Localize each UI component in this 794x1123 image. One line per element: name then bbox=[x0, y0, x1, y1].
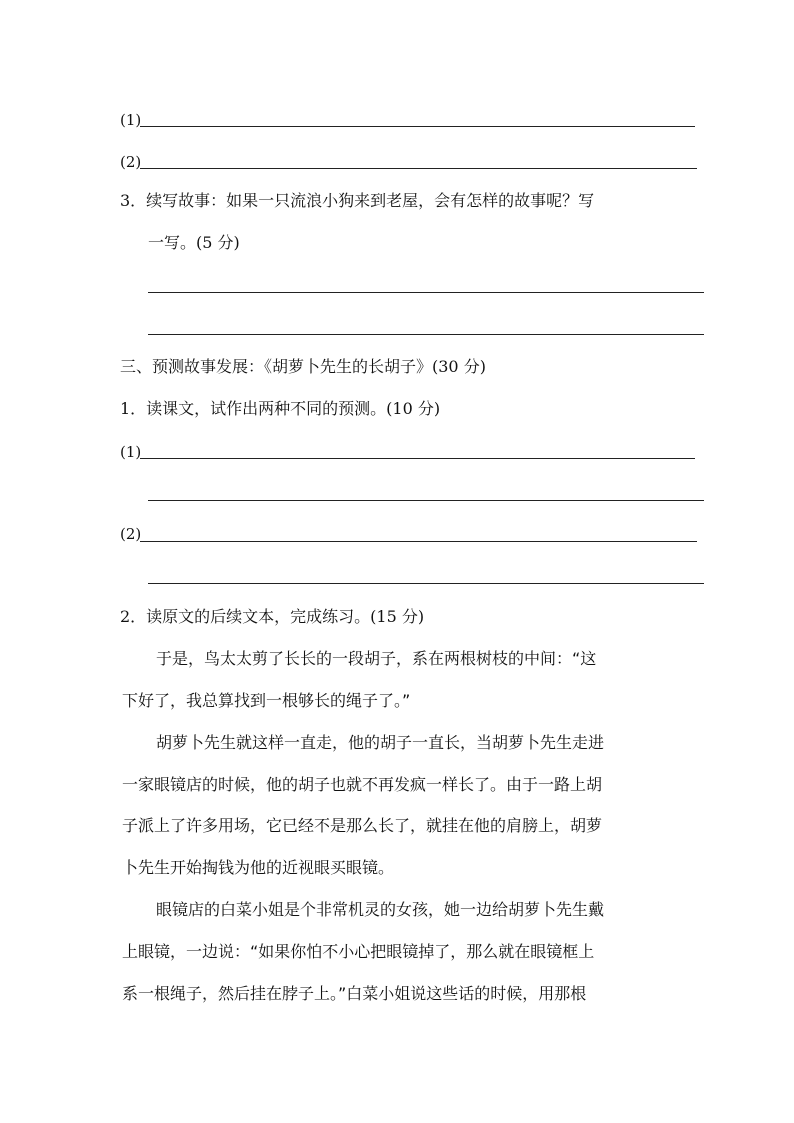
answer-line[interactable] bbox=[140, 168, 697, 169]
answer-line[interactable] bbox=[148, 583, 704, 584]
section-3-title: 三、预测故事发展：《胡萝卜先生的长胡子》(30 分) bbox=[120, 357, 486, 376]
passage-line: 于是，鸟太太剪了长长的一段胡子，系在两根树枝的中间：“这 bbox=[156, 649, 597, 668]
answer-line[interactable] bbox=[140, 126, 695, 127]
passage-line: 一家眼镜店的时候，他的胡子也就不再发疯一样长了。由于一路上胡 bbox=[122, 775, 603, 794]
blank-label-2: (2) bbox=[120, 525, 142, 543]
passage-line: 胡萝卜先生就这样一直走，他的胡子一直长，当胡萝卜先生走进 bbox=[156, 733, 605, 752]
passage-line: 子派上了许多用场，它已经不是那么长了，就挂在他的肩膀上，胡萝 bbox=[122, 816, 603, 835]
answer-line[interactable] bbox=[148, 500, 704, 501]
blank-label-1: (1) bbox=[120, 111, 142, 129]
question-3-line-2: 一写。(5 分) bbox=[148, 233, 240, 252]
question-3-line-1: 3．续写故事：如果一只流浪小狗来到老屋，会有怎样的故事呢？写 bbox=[120, 191, 595, 210]
passage-line: 系一根绳子，然后挂在脖子上。”白菜小姐说这些话的时候，用那根 bbox=[122, 984, 587, 1003]
passage-line: 卜先生开始掏钱为他的近视眼买眼镜。 bbox=[122, 858, 395, 877]
section-3-question-2: 2．读原文的后续文本，完成练习。(15 分) bbox=[120, 607, 425, 626]
passage-line: 眼镜店的白菜小姐是个非常机灵的女孩，她一边给胡萝卜先生戴 bbox=[156, 900, 605, 919]
answer-line[interactable] bbox=[148, 334, 704, 335]
answer-line[interactable] bbox=[140, 541, 697, 542]
passage-line: 上眼镜，一边说：“如果你怕不小心把眼镜掉了，那么就在眼镜框上 bbox=[122, 942, 595, 961]
section-3-question-1: 1．读课文，试作出两种不同的预测。(10 分) bbox=[120, 399, 441, 418]
answer-line[interactable] bbox=[140, 458, 695, 459]
answer-line[interactable] bbox=[148, 292, 704, 293]
passage-line: 下好了，我总算找到一根够长的绳子了。” bbox=[122, 691, 411, 710]
blank-label-2: (2) bbox=[120, 153, 142, 171]
blank-label-1: (1) bbox=[120, 443, 142, 461]
